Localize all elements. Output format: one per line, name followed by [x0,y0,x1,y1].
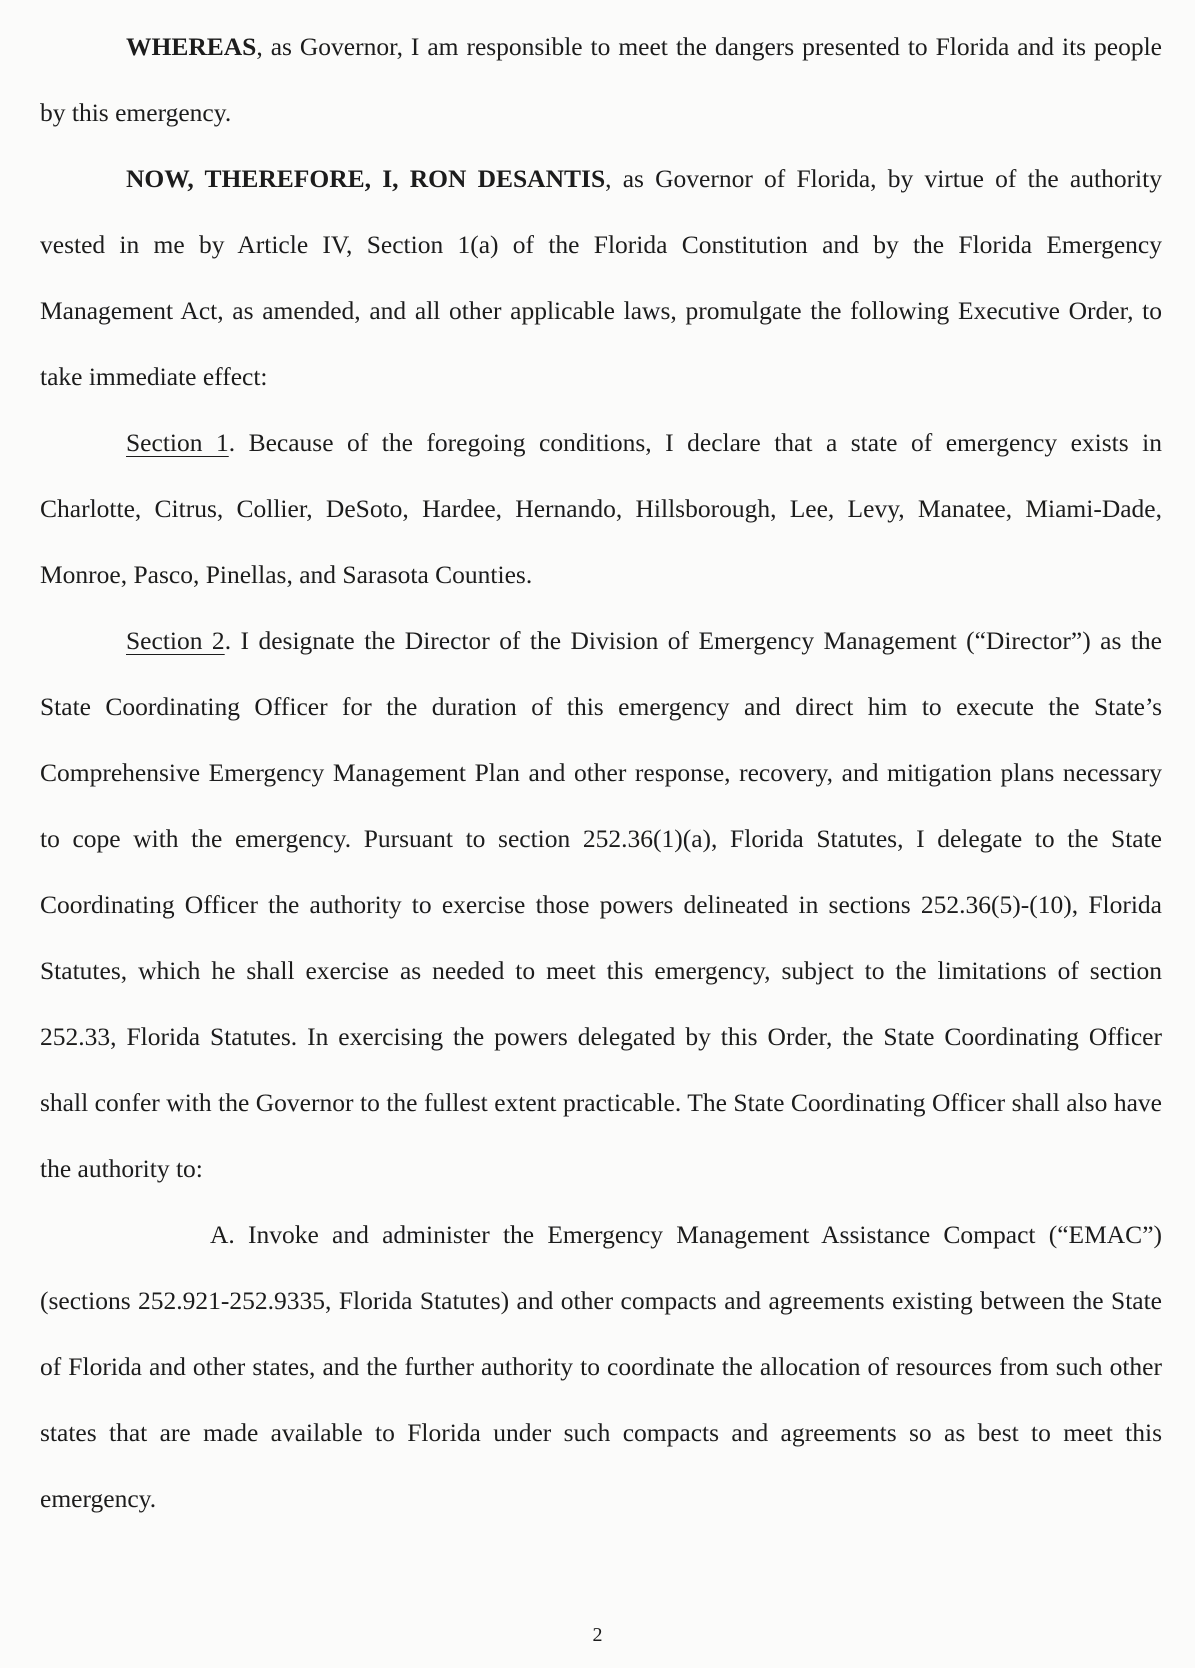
section-1-body: . Because of the foregoing conditions, I declare that a state of emergency exists in Charlotte, Citrus, Collier, DeSoto, Hardee, Hernando, Hillsborough, Lee, Levy, Manatee, Miami-Dade, Monroe, Pasco, Pinellas, and Sarasota Counties. [40,428,1162,589]
section-2-heading: Section 2 [126,626,225,655]
whereas-lead: WHEREAS [126,32,257,61]
now-therefore-lead: NOW, THEREFORE, I, RON DESANTIS [126,164,606,193]
whereas-body: , as Governor, I am responsible to meet the dangers presented to Florida and its people by this emergency. [40,32,1162,127]
section-2-body: . I designate the Director of the Division of Emergency Management (“Director”) as the State Coordinating Officer for the duration of this emergency and direct him to execute the State’s Comprehensive Emergency Management Plan and other response, recovery, and mitigation plans necessary to cope with the emergency. Pursuant to section 252.36(1)(a), Florida Statutes, I delegate to the State Coordinating Officer the authority to exercise those powers delineated in sections 252.36(5)-(10), Florida Statutes, which he shall exercise as needed to meet this emergency, subject to the limitations of section 252.33, Florida Statutes. In exercising the powers delegated by this Order, the State Coordinating Officer shall confer with the Governor to the fullest extent practicable. The State Coordinating Officer shall also have the authority to: [40,626,1162,1183]
item-a-paragraph [40,1202,1162,1532]
item-a-text: A. Invoke and administer the Emergency Management Assistance Compact (“EMAC”) (sections 252.921-252.9335, Florida Statutes) and other compacts and agreements existing between the State of Florida and other states, and the further authority to coordinate the allocation of resources from such other states that are made available to Florida under such compacts and agreements so as best to meet this emergency. [40,1220,1162,1513]
section-1-paragraph [40,410,1162,608]
whereas-paragraph [40,14,1162,146]
section-1-heading: Section 1 [126,428,229,457]
document-body [40,14,1162,1532]
section-2-paragraph [40,608,1162,1202]
page-number: 2 [592,1624,603,1646]
now-therefore-body: , as Governor of Florida, by virtue of the authority vested in me by Article IV, Section 1(a) of the Florida Constitution and by the Florida Emergency Management Act, as amended, and all other applicable laws, promulgate the following Executive Order, to take immediate effect: [40,164,1162,391]
now-therefore-paragraph [40,146,1162,410]
